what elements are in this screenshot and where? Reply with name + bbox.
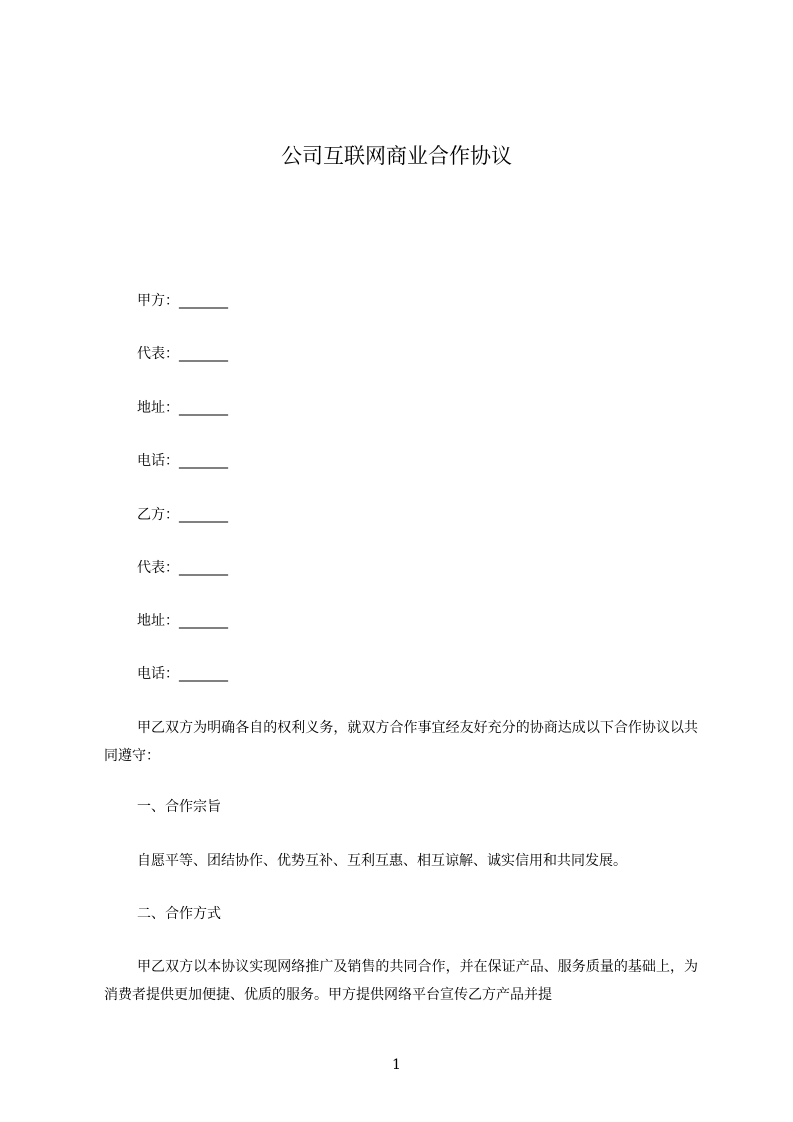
party-b-address-field: 地址：_______ [137, 613, 228, 629]
party-a-address-field: 地址：_______ [137, 400, 228, 416]
party-a-name-field: 甲方：_______ [137, 293, 228, 309]
document-title: 公司互联网商业合作协议 [281, 144, 512, 168]
section-1-body: 自愿平等、团结协作、优势互补、互利互惠、相互谅解、诚实信用和共同发展。 [137, 853, 627, 869]
party-a-phone-field: 电话：_______ [137, 453, 228, 469]
party-b-name-field: 乙方：_______ [137, 507, 228, 523]
intro-paragraph: 甲乙双方为明确各自的权利义务，就双方合作事宜经友好充分的协商达成以下合作协议以共同遵守： [104, 720, 698, 764]
section-2-body: 甲乙双方以本协议实现网络推广及销售的共同合作，并在保证产品、服务质量的基础上，为消费者提供更加便捷、优质的服务。甲方提供网络平台宣传乙方产品并提 [104, 959, 698, 1003]
section-1-heading: 一、合作宗旨 [137, 799, 221, 815]
party-a-representative-field: 代表：_______ [137, 346, 228, 362]
section-2-heading: 二、合作方式 [137, 906, 221, 922]
party-b-representative-field: 代表：_______ [137, 560, 228, 576]
page-number: 1 [392, 1057, 401, 1073]
party-b-phone-field: 电话：_______ [137, 666, 228, 682]
